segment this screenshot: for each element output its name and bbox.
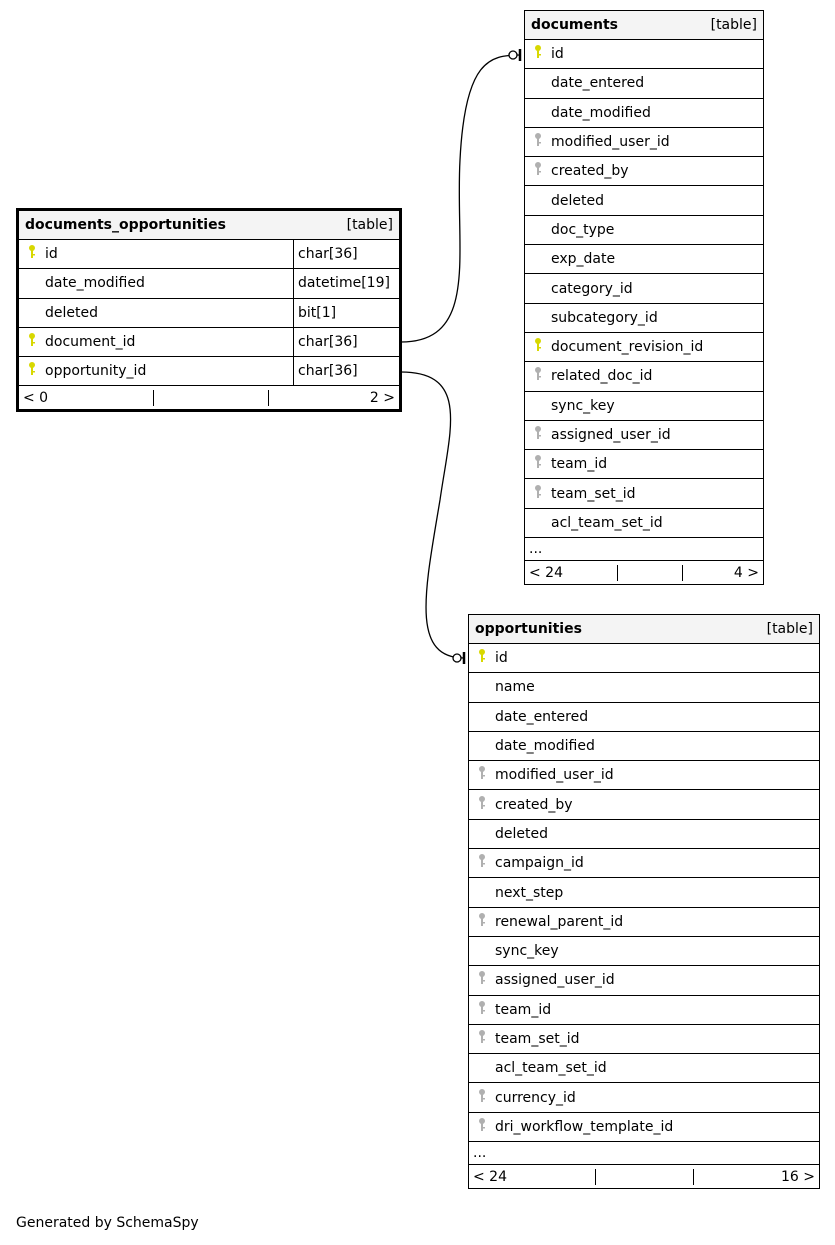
column-type: char[36] (293, 328, 399, 356)
table-name: documents (531, 17, 618, 33)
foreign-key-icon (533, 425, 543, 445)
foreign-key-icon (477, 970, 487, 990)
foreign-key-icon (533, 454, 543, 474)
column-name: dri_workflow_template_id (495, 1118, 674, 1135)
column-row[interactable] (525, 304, 763, 333)
primary-key-icon (533, 337, 543, 357)
column-name: modified_user_id (551, 134, 670, 151)
column-name: date_modified (45, 275, 145, 292)
column-row[interactable] (469, 790, 819, 819)
column-row[interactable] (469, 878, 819, 907)
foreign-key-icon (477, 1117, 487, 1137)
column-row[interactable] (469, 761, 819, 790)
parents-count[interactable]: < 24 (529, 564, 563, 581)
rows-count (617, 565, 683, 581)
column-name: deleted (495, 825, 548, 842)
column-row[interactable] (469, 820, 819, 849)
column-name: id (45, 246, 58, 263)
link-opportunity-id-zero-marker (453, 654, 461, 662)
column-row[interactable] (525, 392, 763, 421)
table-kind: [table] (766, 621, 813, 637)
parents-count[interactable]: < 24 (473, 1168, 507, 1185)
more-columns[interactable]: ... (525, 538, 763, 561)
column-row[interactable] (525, 274, 763, 303)
column-name: opportunity_id (45, 363, 147, 380)
column-name: currency_id (495, 1089, 576, 1106)
foreign-key-icon (533, 132, 543, 152)
column-name: related_doc_id (551, 368, 653, 385)
column-row[interactable] (19, 269, 399, 298)
column-name: team_id (551, 456, 608, 473)
column-name: name (495, 679, 535, 696)
column-name: document_revision_id (551, 339, 704, 356)
column-row[interactable] (525, 216, 763, 245)
column-row[interactable] (469, 644, 819, 673)
foreign-key-icon (477, 795, 487, 815)
column-name: next_step (495, 884, 564, 901)
table-kind: [table] (710, 17, 757, 33)
foreign-key-icon (477, 853, 487, 873)
column-name: renewal_parent_id (495, 913, 624, 930)
foreign-key-icon (477, 912, 487, 932)
column-row[interactable] (469, 1113, 819, 1142)
column-name: date_entered (551, 75, 645, 92)
column-name: created_by (551, 163, 629, 180)
column-row[interactable] (19, 299, 399, 328)
column-row[interactable] (525, 40, 763, 69)
column-type: bit[1] (293, 299, 399, 327)
column-name: id (551, 46, 564, 63)
table-footer (19, 386, 399, 409)
parents-count[interactable]: < 0 (23, 389, 49, 406)
column-type: char[36] (293, 357, 399, 385)
column-row[interactable] (525, 479, 763, 508)
column-name: assigned_user_id (495, 972, 615, 989)
column-row[interactable] (469, 703, 819, 732)
link-document-id-zero-marker (509, 51, 517, 59)
primary-key-icon (27, 332, 37, 352)
column-row[interactable] (469, 732, 819, 761)
table-header[interactable] (19, 211, 399, 240)
column-row[interactable] (525, 450, 763, 479)
column-name: sync_key (495, 943, 559, 960)
column-row[interactable] (525, 128, 763, 157)
column-row[interactable] (469, 908, 819, 937)
column-name: team_set_id (551, 485, 636, 502)
table-opportunities[interactable] (468, 614, 820, 1189)
table-documents-opportunities[interactable] (16, 208, 402, 412)
column-name: created_by (495, 796, 573, 813)
column-row[interactable] (19, 328, 399, 357)
column-row[interactable] (469, 849, 819, 878)
column-name: campaign_id (495, 855, 584, 872)
column-row[interactable] (469, 1083, 819, 1112)
foreign-key-icon (477, 765, 487, 785)
column-name: date_modified (495, 738, 595, 755)
column-row[interactable] (19, 357, 399, 386)
table-name: opportunities (475, 621, 582, 637)
column-row[interactable] (469, 1054, 819, 1083)
table-kind: [table] (346, 217, 393, 233)
column-row[interactable] (525, 99, 763, 128)
column-name: doc_type (551, 221, 615, 238)
column-row[interactable] (525, 333, 763, 362)
column-row[interactable] (19, 240, 399, 269)
table-footer (469, 1165, 819, 1188)
credit-text: Generated by SchemaSpy (16, 1215, 199, 1231)
column-name: team_set_id (495, 1031, 580, 1047)
column-row[interactable] (469, 673, 819, 702)
column-row[interactable] (469, 996, 819, 1025)
column-name: date_modified (551, 104, 651, 121)
column-name: assigned_user_id (551, 427, 671, 443)
column-row[interactable] (525, 509, 763, 538)
foreign-key-icon (477, 1029, 487, 1049)
column-name: team_id (495, 1001, 552, 1018)
column-name: sync_key (551, 397, 615, 414)
primary-key-icon (27, 361, 37, 381)
rows-count (595, 1169, 694, 1185)
column-name: deleted (45, 304, 98, 321)
table-header[interactable] (525, 11, 763, 40)
more-columns[interactable]: ... (469, 1142, 819, 1165)
column-row[interactable] (525, 157, 763, 186)
foreign-key-icon (533, 366, 543, 386)
link-document-id (401, 55, 520, 342)
primary-key-icon (533, 44, 543, 64)
column-row[interactable] (469, 937, 819, 966)
column-name: id (495, 650, 508, 667)
link-opportunity-id (401, 372, 464, 658)
column-name: document_id (45, 334, 136, 351)
rows-count (153, 390, 269, 406)
column-name: category_id (551, 280, 633, 297)
column-name: deleted (551, 192, 604, 209)
column-row[interactable] (525, 69, 763, 98)
table-documents[interactable] (524, 10, 764, 585)
table-header[interactable] (469, 615, 819, 644)
primary-key-icon (27, 244, 37, 264)
foreign-key-icon (533, 484, 543, 504)
foreign-key-icon (477, 1088, 487, 1108)
children-count[interactable]: 4 > (733, 564, 759, 581)
column-row[interactable] (525, 362, 763, 391)
column-row[interactable] (469, 1025, 819, 1054)
column-row[interactable] (525, 186, 763, 215)
children-count[interactable]: 16 > (781, 1168, 815, 1185)
column-row[interactable] (469, 966, 819, 995)
table-footer (525, 561, 763, 584)
foreign-key-icon (477, 1000, 487, 1020)
column-name: acl_team_set_id (551, 514, 663, 531)
column-name: acl_team_set_id (495, 1060, 607, 1077)
column-row[interactable] (525, 421, 763, 450)
column-type: char[36] (293, 240, 399, 268)
column-row[interactable] (525, 245, 763, 274)
column-name: exp_date (551, 251, 616, 268)
foreign-key-icon (533, 161, 543, 181)
column-name: date_entered (495, 708, 589, 725)
column-type: datetime[19] (293, 269, 399, 297)
primary-key-icon (477, 648, 487, 668)
column-name: modified_user_id (495, 767, 614, 784)
table-name: documents_opportunities (25, 217, 226, 233)
children-count[interactable]: 2 > (369, 389, 395, 406)
column-name: subcategory_id (551, 309, 658, 326)
